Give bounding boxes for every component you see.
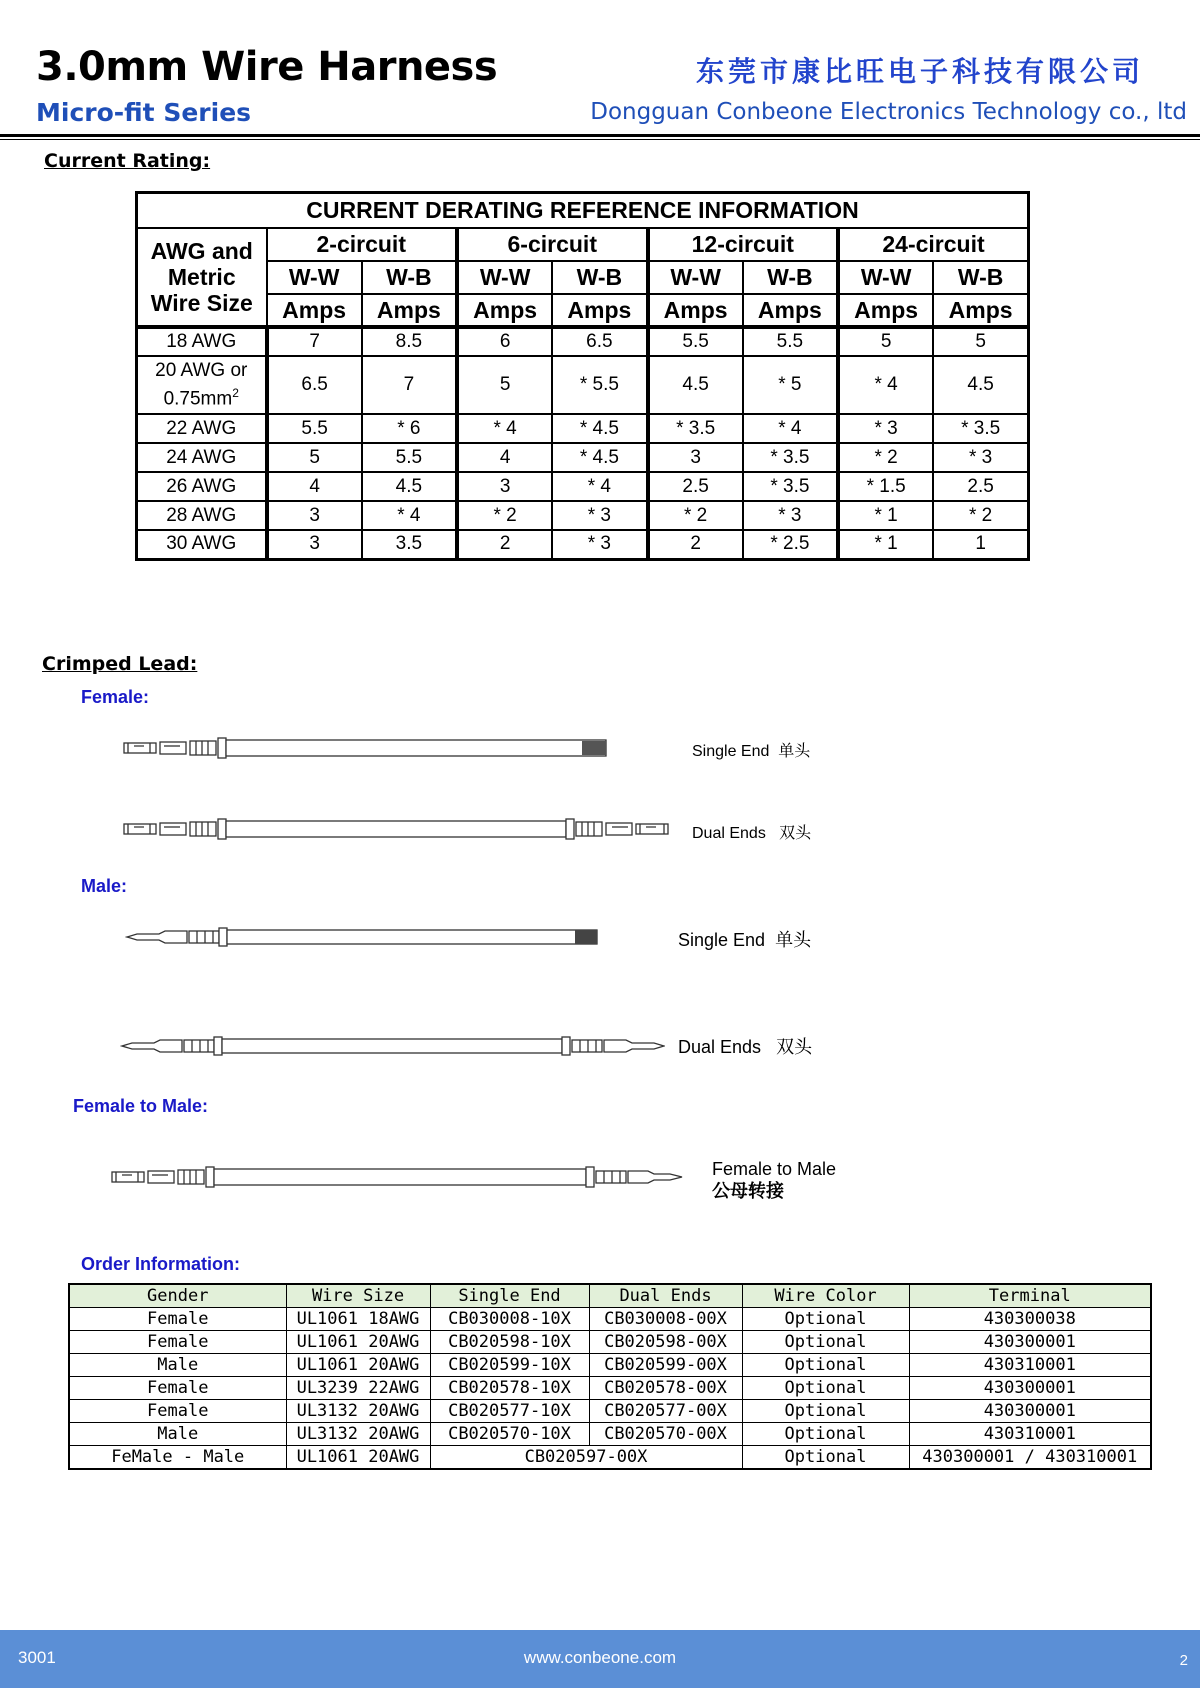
order-information-label: Order Information:: [81, 1254, 241, 1274]
page-footer: [0, 1630, 1200, 1688]
wire-size-cell: 18 AWG: [137, 327, 267, 356]
footer-code: 3001: [18, 1648, 56, 1667]
amps-header: Amps: [933, 294, 1028, 327]
amps-header: Amps: [362, 294, 457, 327]
amps-value-cell: 4.5: [933, 356, 1028, 414]
order-row: [69, 1354, 1151, 1377]
order-header: Wire Color: [742, 1284, 909, 1308]
amps-value-cell: 6.5: [267, 356, 362, 414]
order-cell: Female: [69, 1377, 286, 1400]
amps-value-cell: 2.5: [648, 472, 743, 501]
derating-row: [137, 443, 1029, 472]
amps-value-cell: * 1: [838, 501, 933, 530]
order-cell: 430310001: [909, 1423, 1151, 1446]
amps-value-cell: * 2: [457, 501, 552, 530]
order-cell: UL1061 20AWG: [286, 1354, 430, 1377]
amps-value-cell: * 3.5: [743, 472, 838, 501]
awg-header: AWG and Metric Wire Size: [137, 228, 267, 327]
order-cell: 430300001 / 430310001: [909, 1446, 1151, 1470]
wire-size-cell: 24 AWG: [137, 443, 267, 472]
amps-value-cell: 4: [457, 443, 552, 472]
amps-value-cell: * 5: [743, 356, 838, 414]
circuit-header: 12-circuit: [648, 228, 839, 261]
derating-row: [137, 414, 1029, 443]
dual-ends-label: Dual Ends 双头: [692, 825, 812, 842]
company-name-cn: 东莞市康比旺电子科技有限公司: [695, 55, 1144, 88]
male-label: Male:: [81, 876, 128, 896]
amps-value-cell: * 6: [362, 414, 457, 443]
order-cell: CB020577-00X: [589, 1400, 742, 1423]
order-cell: 430300001: [909, 1377, 1151, 1400]
amps-value-cell: 2.5: [933, 472, 1028, 501]
amps-value-cell: * 3.5: [648, 414, 743, 443]
amps-header: Amps: [267, 294, 362, 327]
amps-value-cell: * 4: [743, 414, 838, 443]
company-name-en: Dongguan Conbeone Electronics Technology co., ltd: [590, 99, 1187, 125]
order-cell: UL3132 20AWG: [286, 1423, 430, 1446]
wb-header: W-B: [933, 261, 1028, 294]
amps-value-cell: 2: [457, 530, 552, 559]
amps-value-cell: 3: [267, 501, 362, 530]
order-header: Wire Size: [286, 1284, 430, 1308]
amps-value-cell: * 1.5: [838, 472, 933, 501]
order-cell: CB020570-00X: [589, 1423, 742, 1446]
ww-header: W-W: [838, 261, 933, 294]
female-label: Female:: [81, 687, 150, 707]
order-row: [69, 1400, 1151, 1423]
wb-header: W-B: [552, 261, 647, 294]
order-cell: CB030008-10X: [430, 1308, 589, 1331]
male-dual-ends-drawing: [120, 1033, 665, 1059]
amps-value-cell: * 3: [838, 414, 933, 443]
header-divider-thin: [0, 139, 1200, 140]
male-dual-ends-label: Dual Ends 双头: [678, 1037, 813, 1057]
amps-value-cell: * 2: [838, 443, 933, 472]
amps-header: Amps: [457, 294, 552, 327]
order-header: Terminal: [909, 1284, 1151, 1308]
amps-value-cell: * 3.5: [743, 443, 838, 472]
order-cell: UL1061 20AWG: [286, 1446, 430, 1470]
order-row: [69, 1423, 1151, 1446]
order-cell: UL1061 18AWG: [286, 1308, 430, 1331]
order-cell: CB020599-10X: [430, 1354, 589, 1377]
derating-table-title: CURRENT DERATING REFERENCE INFORMATION: [137, 193, 1029, 229]
order-cell: CB020599-00X: [589, 1354, 742, 1377]
amps-value-cell: * 4: [362, 501, 457, 530]
amps-header: Amps: [838, 294, 933, 327]
order-cell: UL3132 20AWG: [286, 1400, 430, 1423]
page-title: 3.0mm Wire Harness: [36, 44, 498, 90]
female-single-end-drawing: [120, 734, 615, 762]
order-cell: CB030008-00X: [589, 1308, 742, 1331]
amps-value-cell: 4: [267, 472, 362, 501]
amps-value-cell: * 4.5: [552, 414, 647, 443]
amps-value-cell: 5: [267, 443, 362, 472]
amps-value-cell: 5.5: [648, 327, 743, 356]
amps-value-cell: * 3: [552, 501, 647, 530]
amps-value-cell: 2: [648, 530, 743, 559]
wire-size-cell: 28 AWG: [137, 501, 267, 530]
amps-header: Amps: [552, 294, 647, 327]
ww-header: W-W: [648, 261, 743, 294]
order-cell: Male: [69, 1354, 286, 1377]
circuit-header: 6-circuit: [457, 228, 648, 261]
ww-header: W-W: [457, 261, 552, 294]
order-cell: Optional: [742, 1400, 909, 1423]
page-number: 2: [1179, 1652, 1188, 1669]
order-header: Gender: [69, 1284, 286, 1308]
amps-value-cell: * 4: [552, 472, 647, 501]
amps-value-cell: 5: [457, 356, 552, 414]
order-cell: CB020578-00X: [589, 1377, 742, 1400]
order-cell: 430300001: [909, 1331, 1151, 1354]
wire-size-cell: 26 AWG: [137, 472, 267, 501]
wb-header: W-B: [362, 261, 457, 294]
female-to-male-label: Female to Male:: [73, 1096, 209, 1116]
amps-value-cell: * 4: [838, 356, 933, 414]
derating-row: [137, 530, 1029, 559]
amps-value-cell: 5.5: [362, 443, 457, 472]
male-single-end-label: Single End 单头: [678, 930, 812, 950]
amps-value-cell: * 2: [648, 501, 743, 530]
current-derating-table: [135, 191, 1030, 561]
male-single-end-drawing: [125, 924, 605, 950]
order-cell: 430310001: [909, 1354, 1151, 1377]
amps-value-cell: 7: [362, 356, 457, 414]
order-information-table: [68, 1283, 1152, 1470]
order-cell: CB020570-10X: [430, 1423, 589, 1446]
order-row: [69, 1308, 1151, 1331]
derating-row: [137, 472, 1029, 501]
female-dual-ends-drawing: [120, 815, 675, 843]
order-cell: CB020598-10X: [430, 1331, 589, 1354]
derating-row: [137, 356, 1029, 414]
amps-value-cell: * 3: [743, 501, 838, 530]
order-cell: Male: [69, 1423, 286, 1446]
single-end-label: Single End 单头: [692, 743, 811, 760]
order-cell: 430300038: [909, 1308, 1151, 1331]
circuit-header: 24-circuit: [838, 228, 1029, 261]
amps-value-cell: * 5.5: [552, 356, 647, 414]
wb-header: W-B: [743, 261, 838, 294]
amps-value-cell: * 3: [933, 443, 1028, 472]
amps-value-cell: 3: [457, 472, 552, 501]
amps-value-cell: * 2: [933, 501, 1028, 530]
order-cell: Optional: [742, 1377, 909, 1400]
order-cell: FeMale - Male: [69, 1446, 286, 1470]
order-cell: UL3239 22AWG: [286, 1377, 430, 1400]
amps-value-cell: * 3: [552, 530, 647, 559]
order-cell: Female: [69, 1331, 286, 1354]
amps-value-cell: * 4.5: [552, 443, 647, 472]
amps-value-cell: 3.5: [362, 530, 457, 559]
ww-header: W-W: [267, 261, 362, 294]
wire-size-cell: 30 AWG: [137, 530, 267, 559]
amps-value-cell: 4.5: [648, 356, 743, 414]
order-cell: CB020597-00X: [430, 1446, 742, 1470]
amps-header: Amps: [743, 294, 838, 327]
amps-value-cell: * 1: [838, 530, 933, 559]
amps-value-cell: 3: [648, 443, 743, 472]
order-header: Single End: [430, 1284, 589, 1308]
header-divider: [0, 134, 1200, 137]
order-cell: Female: [69, 1308, 286, 1331]
footer-url[interactable]: www.conbeone.com: [523, 1648, 677, 1667]
order-header: Dual Ends: [589, 1284, 742, 1308]
amps-value-cell: 5: [838, 327, 933, 356]
amps-value-cell: * 2.5: [743, 530, 838, 559]
order-cell: Optional: [742, 1446, 909, 1470]
amps-header: Amps: [648, 294, 743, 327]
amps-value-cell: 6.5: [552, 327, 647, 356]
derating-row: [137, 501, 1029, 530]
amps-value-cell: 1: [933, 530, 1028, 559]
order-cell: Optional: [742, 1354, 909, 1377]
order-cell: Optional: [742, 1308, 909, 1331]
amps-value-cell: * 4: [457, 414, 552, 443]
order-cell: 430300001: [909, 1400, 1151, 1423]
wire-size-cell: 22 AWG: [137, 414, 267, 443]
amps-value-cell: * 3.5: [933, 414, 1028, 443]
order-cell: CB020577-10X: [430, 1400, 589, 1423]
order-cell: Female: [69, 1400, 286, 1423]
order-cell: Optional: [742, 1423, 909, 1446]
amps-value-cell: 4.5: [362, 472, 457, 501]
amps-value-cell: 6: [457, 327, 552, 356]
derating-row: [137, 327, 1029, 356]
wire-size-cell: 20 AWG or $0.75mm^2$: [137, 356, 267, 414]
order-cell: UL1061 20AWG: [286, 1331, 430, 1354]
order-cell: CB020598-00X: [589, 1331, 742, 1354]
amps-value-cell: 5: [933, 327, 1028, 356]
amps-value-cell: 3: [267, 530, 362, 559]
order-row: [69, 1331, 1151, 1354]
amps-value-cell: 5.5: [267, 414, 362, 443]
order-cell: Optional: [742, 1331, 909, 1354]
amps-value-cell: 5.5: [743, 327, 838, 356]
current-rating-label: Current Rating:: [44, 150, 211, 172]
series-subtitle: Micro-fit Series: [36, 98, 252, 127]
amps-value-cell: 8.5: [362, 327, 457, 356]
order-row: [69, 1377, 1151, 1400]
female-to-male-text: Female to Male 公母转接: [712, 1159, 837, 1201]
circuit-header: 2-circuit: [267, 228, 458, 261]
female-to-male-drawing: [108, 1163, 686, 1191]
crimped-lead-label: Crimped Lead:: [42, 653, 198, 675]
order-cell: CB020578-10X: [430, 1377, 589, 1400]
amps-value-cell: 7: [267, 327, 362, 356]
